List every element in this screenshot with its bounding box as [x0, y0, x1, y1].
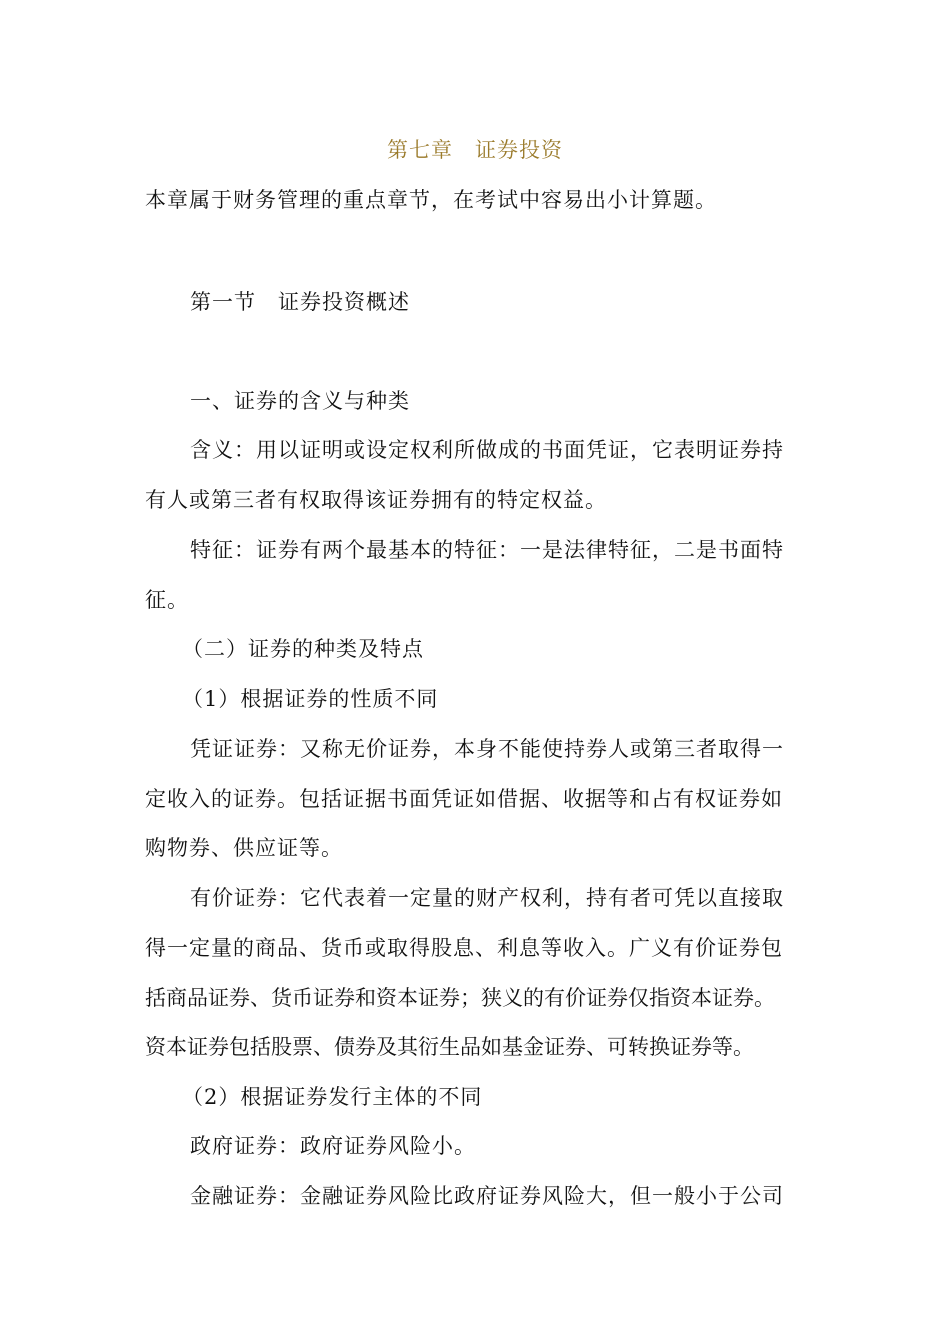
chapter-title	[0, 134, 950, 164]
valued-paragraph-line-3: 括商品证券、货币证券和资本证券；狭义的有价证券仅指资本证券。	[145, 986, 775, 1010]
valued-paragraph-line-4: 资本证券包括股票、债券及其衍生品如基金证券、可转换证券等。	[145, 1035, 754, 1059]
meaning-paragraph-line-1: 含义：用以证明或设定权利所做成的书面凭证，它表明证券持	[190, 438, 784, 462]
financial-securities-line: 金融证券：金融证券风险比政府证券风险大，但一般小于公司	[190, 1184, 784, 1208]
voucher-paragraph-line-3: 购物券、供应证等。	[145, 836, 343, 860]
chapter-name: 证券投资	[475, 138, 563, 162]
heading-types-and-characteristics: （二）证券的种类及特点	[182, 637, 424, 661]
meaning-paragraph-line-2: 有人或第三者有权取得该证券拥有的特定权益。	[145, 488, 607, 512]
subheading-by-nature: （1）根据证券的性质不同	[182, 687, 439, 711]
section-title: 第一节 证券投资概述	[190, 290, 410, 314]
chapter-intro: 本章属于财务管理的重点章节，在考试中容易出小计算题。	[145, 188, 717, 212]
valued-paragraph-line-2: 得一定量的商品、货币或取得股息、利息等收入。广义有价证券包	[145, 936, 783, 960]
feature-paragraph-line-2: 征。	[145, 588, 189, 612]
chapter-number: 第七章	[387, 138, 453, 162]
government-securities-line: 政府证券：政府证券风险小。	[190, 1134, 476, 1158]
heading-meaning-and-types: 一、证券的含义与种类	[190, 389, 410, 413]
subheading-by-issuer: （2）根据证券发行主体的不同	[182, 1085, 483, 1109]
valued-paragraph-line-1: 有价证券：它代表着一定量的财产权利，持有者可凭以直接取	[190, 886, 784, 910]
feature-paragraph-line-1: 特征：证券有两个最基本的特征：一是法律特征，二是书面特	[190, 538, 784, 562]
voucher-paragraph-line-1: 凭证证券：又称无价证券，本身不能使持券人或第三者取得一	[190, 737, 784, 761]
voucher-paragraph-line-2: 定收入的证券。包括证据书面凭证如借据、收据等和占有权证券如	[145, 787, 783, 811]
